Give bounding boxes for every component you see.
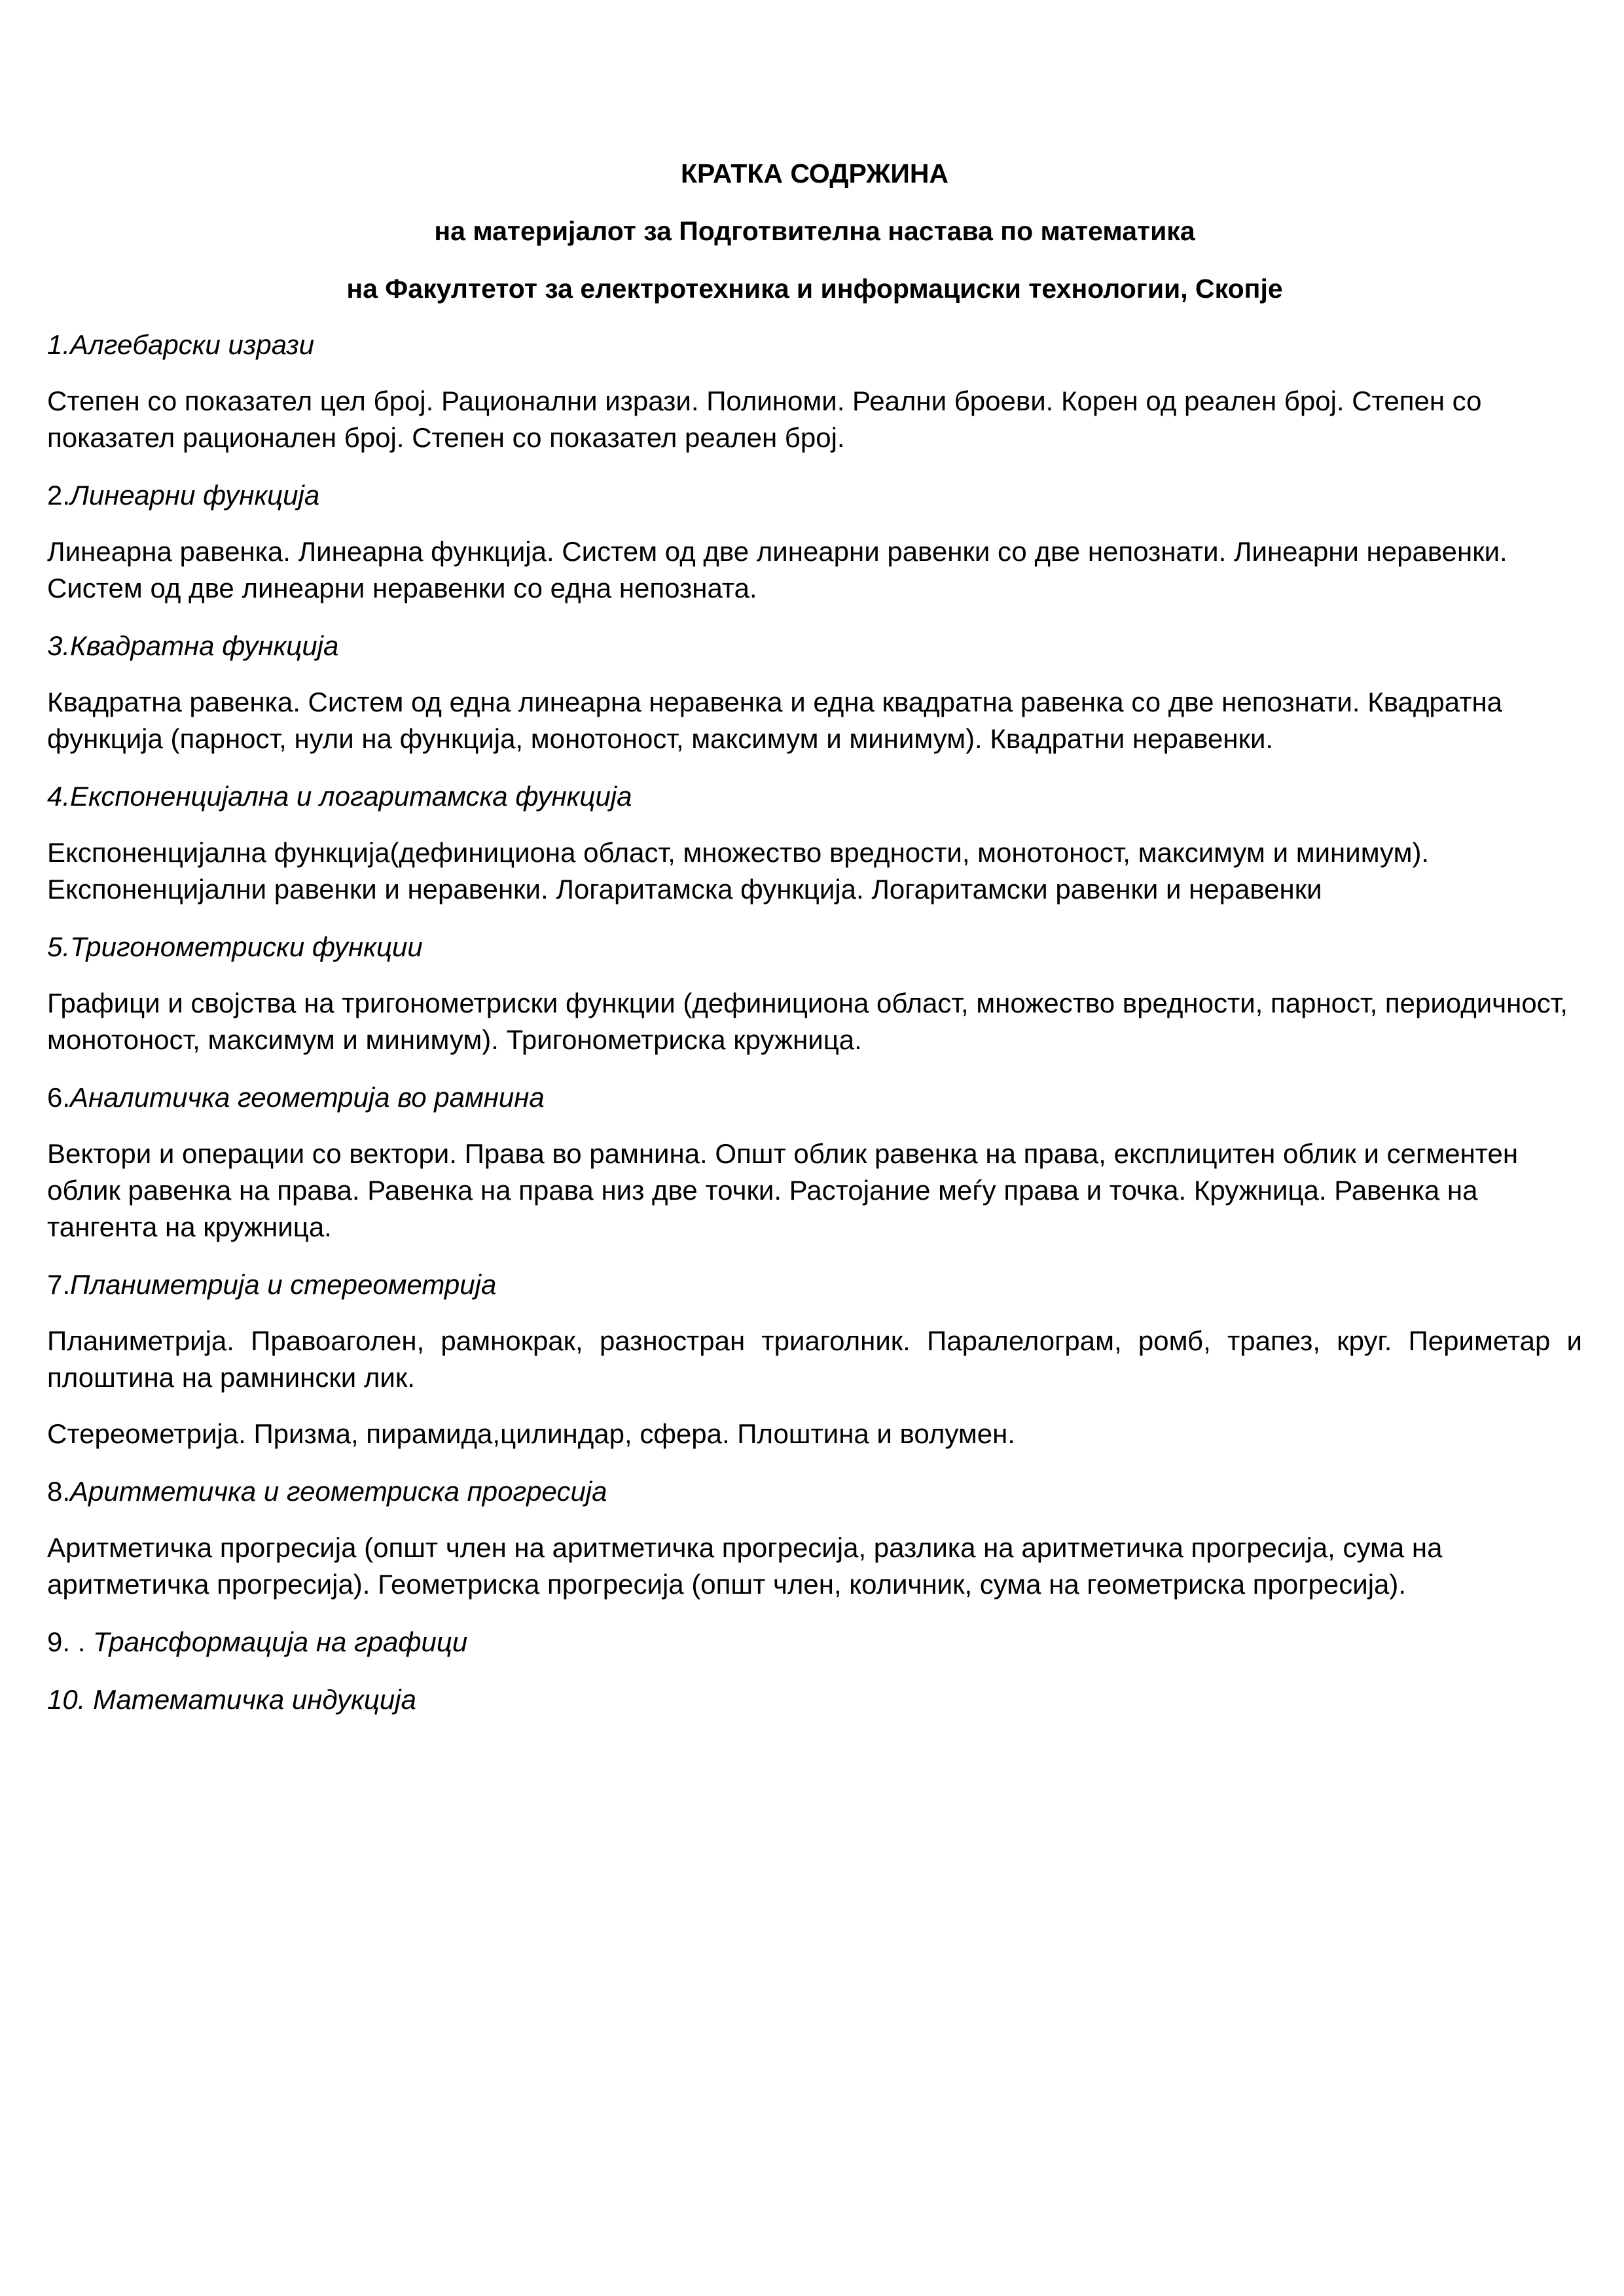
- section-number: 5.: [47, 931, 71, 962]
- section-7-paragraph-1: Планиметрија. Правоаголен, рамнокрак, разностран триаголник. Паралелограм, ромб, трапез, круг. Периметар и плоштина на рамнински лик.: [47, 1325, 1582, 1393]
- section-7-paragraph-2: Стереометрија. Призма, пирамида,цилиндар, сфера. Плоштина и волумен.: [47, 1418, 1015, 1449]
- section-title: Тригонометриски функции: [70, 931, 423, 962]
- section-heading-1: [47, 325, 1582, 365]
- section-number: 6.: [47, 1082, 71, 1113]
- section-title: Алгебарски изрази: [70, 329, 315, 360]
- section-heading-4: [47, 777, 1582, 816]
- section-heading-7: [47, 1265, 1582, 1304]
- section-number: 7.: [47, 1269, 71, 1300]
- title-block: [47, 154, 1582, 308]
- section-heading-2: [47, 476, 1582, 515]
- section-5-paragraph-1: Графици и својства на тригонометриски функции (дефинициона област, множество вредности, парност, периодичност, монотоност, максимум и минимум). Тригонометриска кружница.: [47, 988, 1568, 1055]
- section-title: Квадратна функција: [70, 630, 339, 661]
- section-number: 2.: [47, 480, 71, 511]
- section-1-paragraph-1: Степен со показател цел број. Рационални изрази. Полиноми. Реални броеви. Корен од реален број. Степен со показател рационален број. Степен со показател реален број.: [47, 386, 1482, 453]
- document-title: КРАТКА СОДРЖИНА: [680, 158, 949, 188]
- section-8-paragraph-1: Аритметичка прогресија (општ член на аритметичка прогресија, разлика на аритметичка прогресија, сума на аритметичка прогресија). Геометриска прогресија (општ член, количник, сума на геометриска прогресија).: [47, 1532, 1443, 1600]
- section-number: 9. .: [47, 1626, 94, 1657]
- section-title: Трансформација на графици: [93, 1626, 468, 1657]
- section-heading-9: [47, 1623, 1582, 1662]
- document-subtitle-2: на Факултетот за електротехника и информациски технологии, Скопје: [346, 274, 1283, 304]
- section-title: Аритметичка и геометриска прогресија: [70, 1476, 607, 1507]
- section-number: 1.: [47, 329, 71, 360]
- section-heading-8: [47, 1472, 1582, 1511]
- section-title: Планиметрија и стереометрија: [70, 1269, 497, 1300]
- section-2-paragraph-1: Линеарна равенка. Линеарна функција. Систем од две линеарни равенки со две непознати. Линеарни неравенки. Систем од две линеарни неравенки со една непозната.: [47, 536, 1507, 603]
- document-subtitle-1: на материјалот за Подготвителна настава по математика: [434, 216, 1195, 246]
- section-number: 8.: [47, 1476, 71, 1507]
- section-heading-6: [47, 1078, 1582, 1117]
- section-heading-3: [47, 626, 1582, 666]
- section-heading-5: [47, 927, 1582, 967]
- section-title: Математичка индукција: [93, 1684, 416, 1715]
- section-4-paragraph-1: Експоненцијална функција(дефинициона област, множество вредности, монотоност, максимум и минимум). Експоненцијални равенки и неравенки. Логаритамска функција. Логаритамски равенки и неравенки: [47, 837, 1430, 905]
- section-number: 4.: [47, 781, 71, 812]
- section-heading-10: [47, 1680, 1582, 1719]
- sections-list: [47, 325, 1582, 1719]
- section-number: 10.: [47, 1684, 94, 1715]
- section-number: 3.: [47, 630, 71, 661]
- section-title: Аналитичка геометрија во рамнина: [70, 1082, 545, 1113]
- section-title: Линеарни функција: [70, 480, 320, 511]
- section-3-paragraph-1: Квадратна равенка. Систем од една линеарна неравенка и една квадратна равенка со две непознати. Квадратна функција (парност, нули на функција, монотоност, максимум и минимум). Квадратни неравенки.: [47, 687, 1503, 754]
- section-6-paragraph-1: Вектори и операции со вектори. Права во рамнина. Општ облик равенка на права, експлицитен облик и сегментен облик равенка на права. Равенка на права низ две точки. Растојание меѓу права и точка. Кружница. Равенка на тангента на кружница.: [47, 1138, 1519, 1242]
- section-title: Експоненцијална и логаритамска функција: [70, 781, 632, 812]
